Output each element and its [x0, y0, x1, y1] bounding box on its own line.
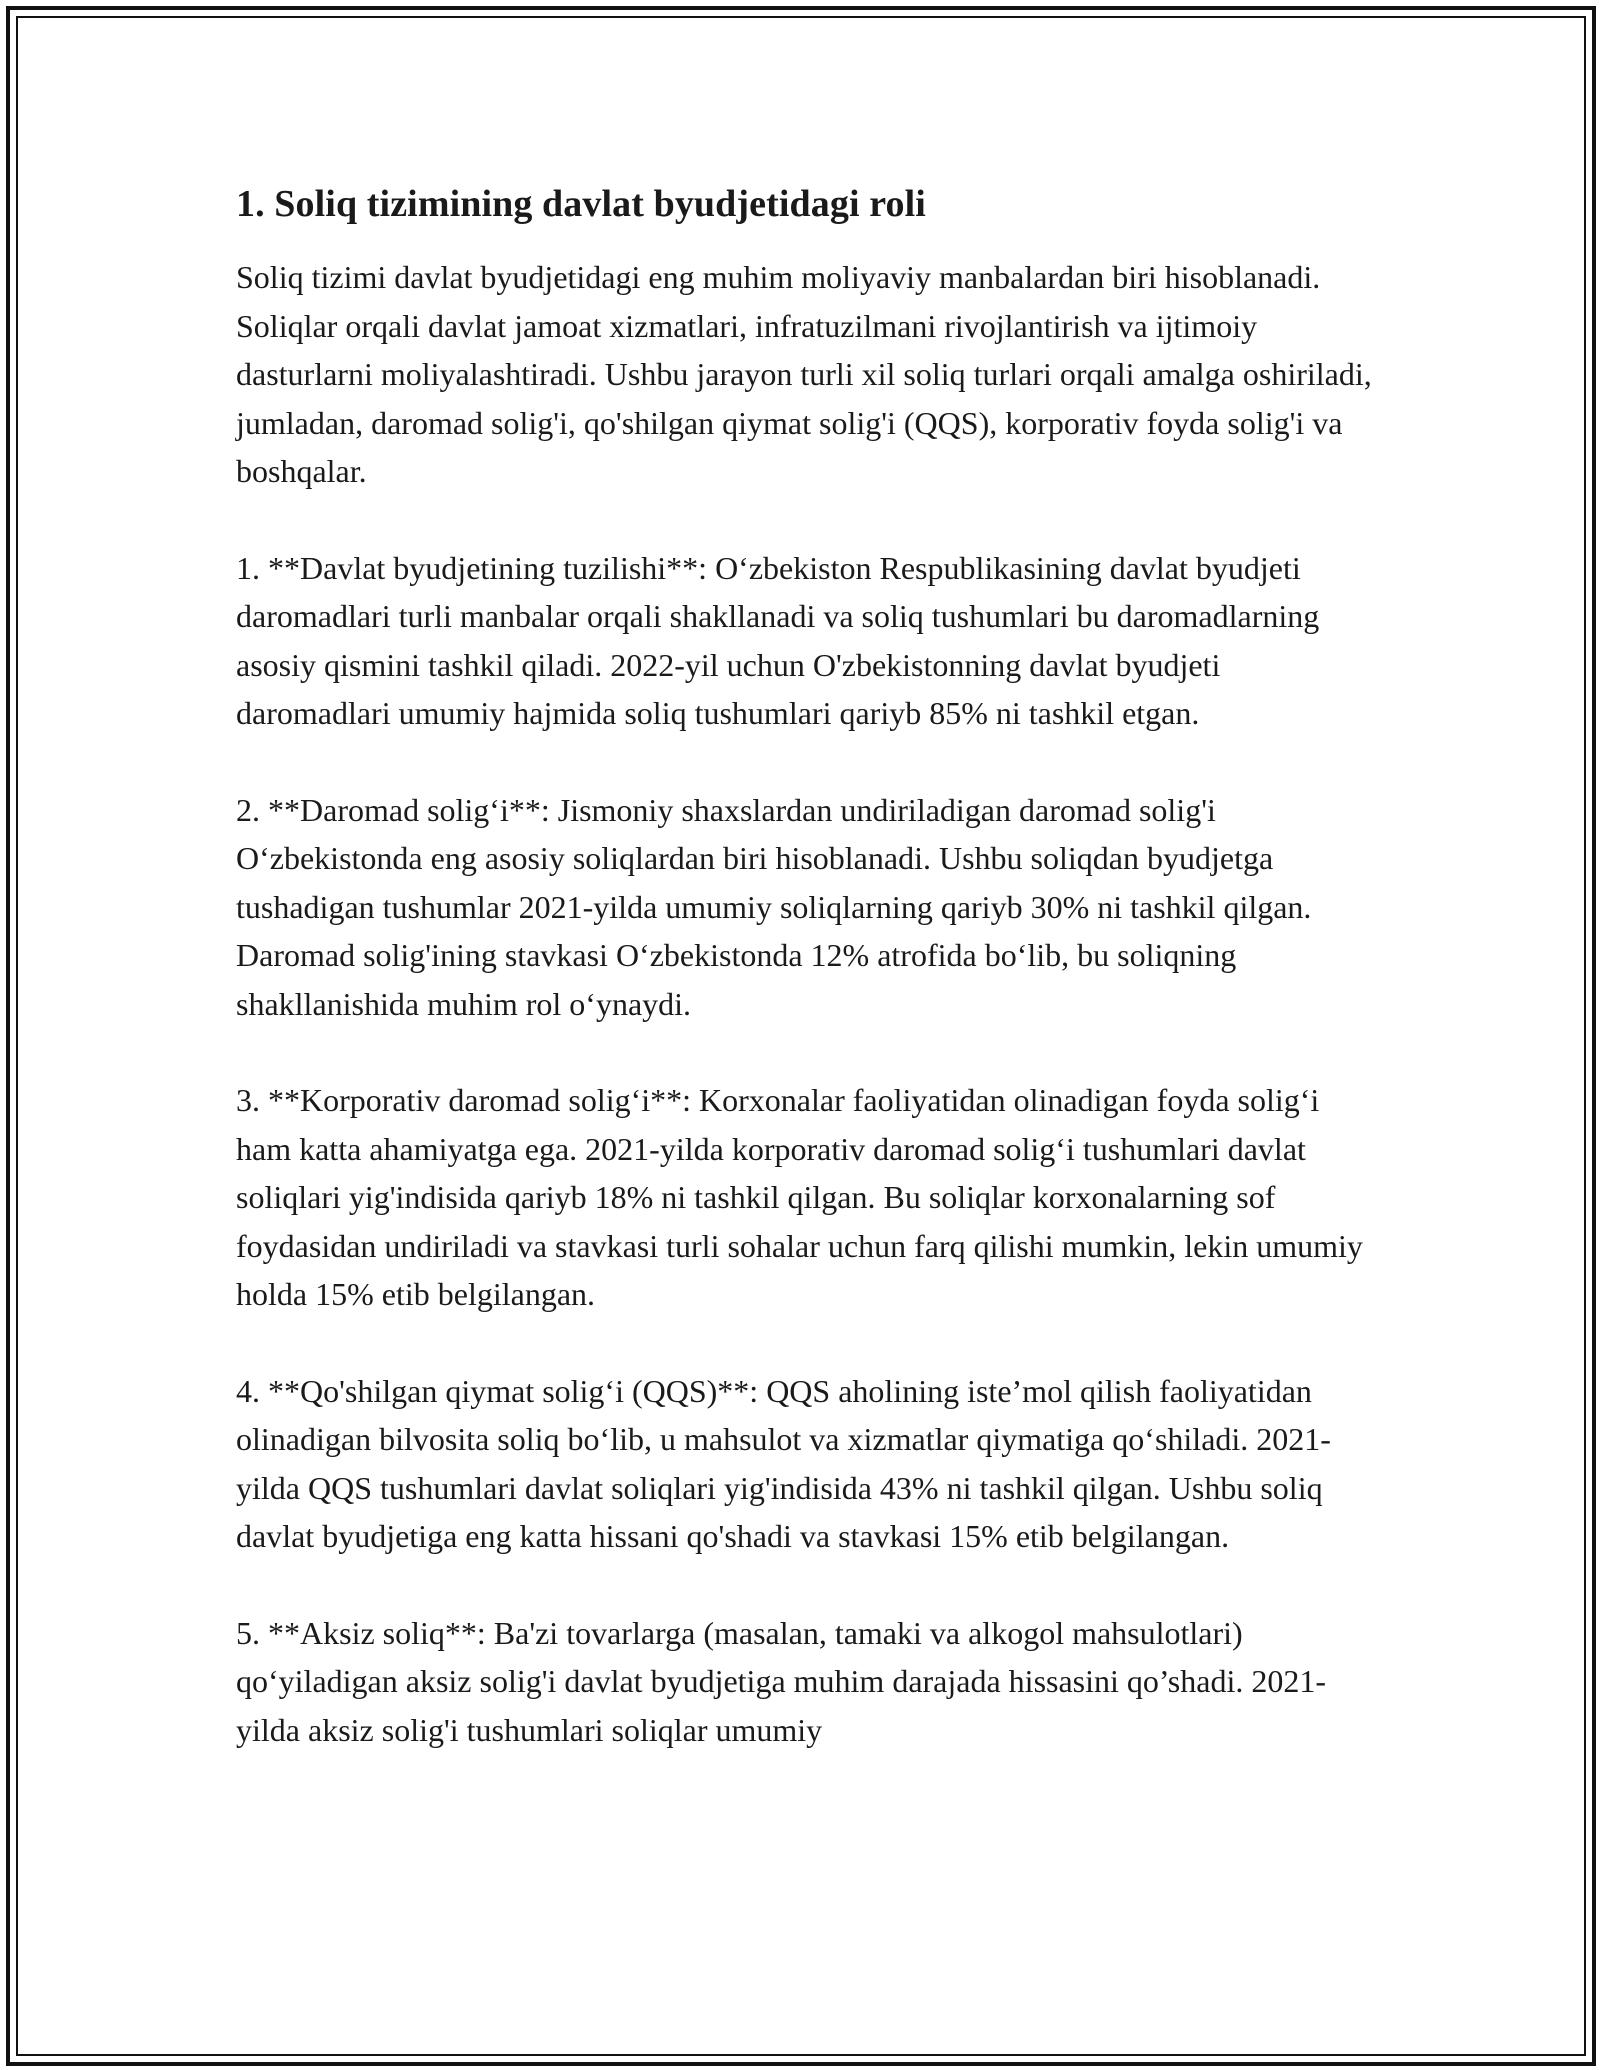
- paragraph-corporate-tax: 3. **Korporativ daromad solig‘i**: Korxonalar faoliyatidan olinadigan foyda solig‘i ham katta ahamiyatga ega. 2021-yilda korporativ daromad solig‘i tushumlari davlat soliqlari yig'indisida qariyb 18% ni tashkil qilgan. Bu soliqlar korxonalarning sof foydasidan undiriladi va stavkasi turli sohalar uchun farq qilishi mumkin, lekin umumiy holda 15% etib belgilangan.: [236, 1082, 1363, 1313]
- paragraph-excise-tax: 5. **Aksiz soliq**: Ba'zi tovarlarga (masalan, tamaki va alkogol mahsulotlari) qo‘yiladigan aksiz solig'i davlat byudjetiga muhim darajada hissasini qo’shadi. 2021-yilda aksiz solig'i tushumlari soliqlar umumiy: [236, 1614, 1326, 1748]
- paragraph-income-tax: 2. **Daromad solig‘i**: Jismoniy shaxslardan undiriladigan daromad solig'i O‘zbekistonda eng asosiy soliqlardan biri hisoblanadi. Ushbu soliqdan byudjetga tushadigan tushumlar 2021-yilda umumiy soliqlarning qariyb 30% ni tashkil qilgan. Daromad solig'ining stavkasi O‘zbekistonda 12% atrofida bo‘lib, bu soliqning shakllanishida muhim rol o‘ynaydi.: [236, 791, 1312, 1022]
- section-heading: 1. Soliq tizimining davlat byudjetidagi roli: [236, 183, 926, 225]
- paragraph-budget-structure: 1. **Davlat byudjetining tuzilishi**: O‘zbekiston Respublikasining davlat byudjeti daromadlari turli manbalar orqali shakllanadi va soliq tushumlari bu daromadlarning asosiy qismini tashkil qiladi. 2022-yil uchun O'zbekistonning davlat byudjeti daromadlari umumiy hajmida soliq tushumlari qariyb 85% ni tashkil etgan.: [236, 549, 1320, 732]
- intro-paragraph: Soliq tizimi davlat byudjetidagi eng muhim moliyaviy manbalardan biri hisoblanadi. Soliqlar orqali davlat jamoat xizmatlari, infratuzilmani rivojlantirish va ijtimoiy dasturlarni moliyalashtiradi. Ushbu jarayon turli xil soliq turlari orqali amalga oshiriladi, jumladan, daromad solig'i, qo'shilgan qiymat solig'i (QQS), korporativ foyda solig'i va boshqalar.: [236, 259, 1372, 490]
- paragraph-vat: 4. **Qo'shilgan qiymat solig‘i (QQS)**: QQS aholining iste’mol qilish faoliyatidan olinadigan bilvosita soliq bo‘lib, u mahsulot va xizmatlar qiymatiga qo‘shiladi. 2021-yilda QQS tushumlari davlat soliqlari yig'indisida 43% ni tashkil qilgan. Ushbu soliq davlat byudjetiga eng katta hissani qo'shadi va stavkasi 15% etib belgilangan.: [236, 1372, 1331, 1555]
- document-body: [236, 180, 1376, 1802]
